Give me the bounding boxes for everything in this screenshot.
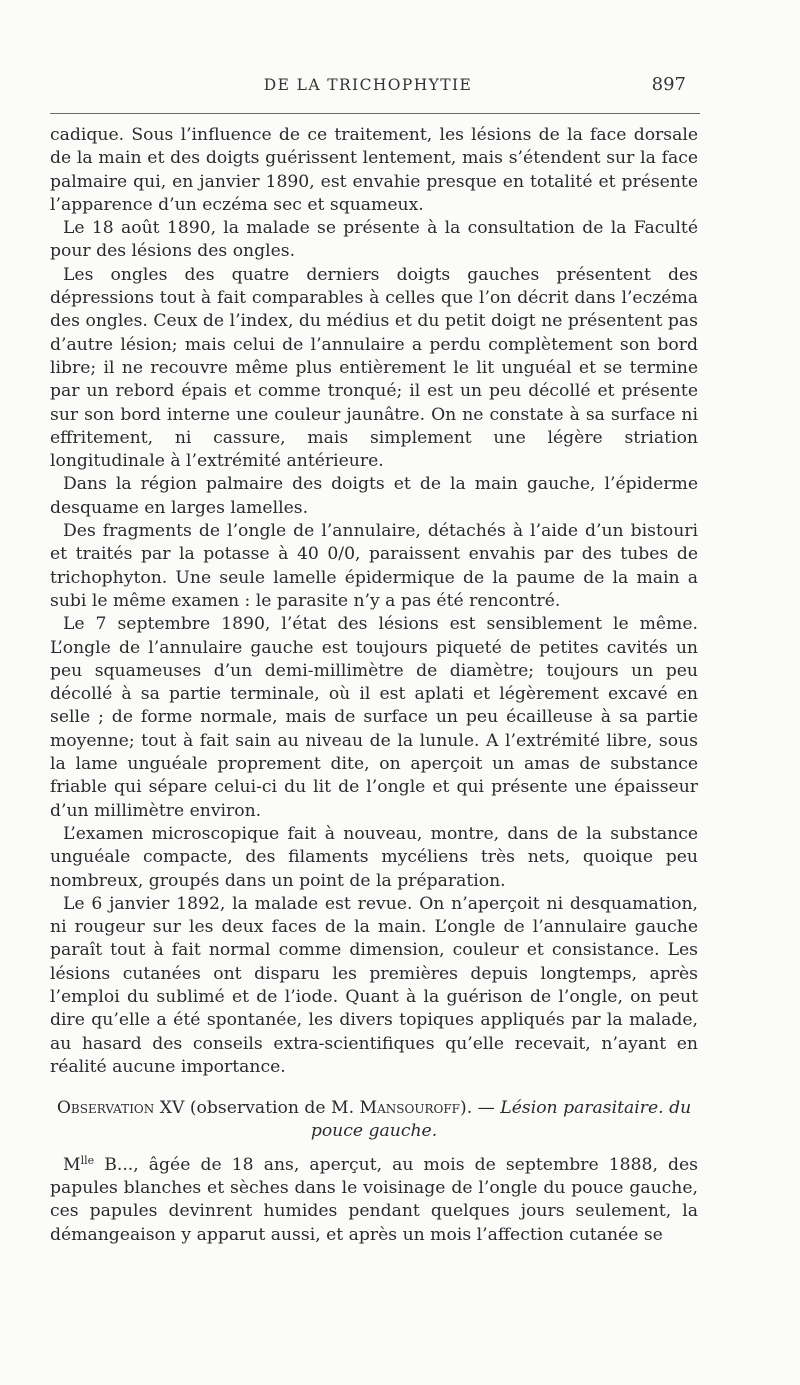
- page-number: 897: [651, 74, 686, 95]
- paragraph-9-text: B..., âgée de 18 ans, aperçut, au mois de septembre 1888, des papules blanches et sèches dans le voisinage de l’ongle du pouce gauche, ces papules devinrent humides pendant quelques jours seulement, la démangeaison y apparut aussi, et après un mois l’affection cutanée se: [50, 1154, 698, 1245]
- paragraph-9-prefix: M: [63, 1154, 81, 1175]
- observation-dash: ). —: [460, 1098, 501, 1119]
- body-text: [50, 124, 698, 1247]
- observation-title: Lésion parasitaire. du pouce gauche.: [310, 1098, 692, 1142]
- running-title: DE LA TRICHOPHYTIE: [263, 76, 473, 94]
- paragraph-1: cadique. Sous l’influence de ce traitement, les lésions de la face dorsale de la main et des doigts guérissent lentement, mais s’étendent sur la face palmaire qui, en janvier 1890, est envahie presque en totalité et présente l’apparence d’un eczéma sec et squameux.: [50, 125, 698, 215]
- paragraph-9: [50, 1154, 698, 1247]
- paragraph-9-superscript: lle: [80, 1153, 95, 1167]
- paragraph-8: Le 6 janvier 1892, la malade est revue. On n’aperçoit ni desquamation, ni rougeur sur les deux faces de la main. L’ongle de l’annulaire gauche paraît tout à fait normal comme dimension, couleur et consistance. Les lésions cutanées ont disparu les premières depuis longtemps, après l’emploi du sublimé et de l’iode. Quant à la guérison de l’ongle, on peut dire qu’elle a été spontanée, les divers topiques appliqués par la malade, au hasard des conseils extra-scientifiques qu’elle recevait, n’ayant en réalité aucune importance.: [50, 893, 698, 1077]
- observation-heading: [50, 1097, 698, 1144]
- observation-author: M. Mansouroff: [331, 1098, 460, 1119]
- observation-label: Observation XV: [56, 1098, 185, 1119]
- paragraph-4: Dans la région palmaire des doigts et de la main gauche, l’épiderme desquame en larges lamelles.: [50, 474, 698, 518]
- paragraph-7: L’examen microscopique fait à nouveau, montre, dans de la substance unguéale compacte, des filaments mycéliens très nets, quoique peu nombreux, groupés dans un point de la préparation.: [50, 823, 698, 891]
- running-head: [50, 76, 686, 100]
- paragraph-6: Le 7 septembre 1890, l’état des lésions est sensiblement le même. L’ongle de l’annulaire gauche est toujours piqueté de petites cavités un peu squameuses d’un demi-millimètre de diamètre; toujours un peu décollé à sa partie terminale, où il est aplati et légèrement excavé en selle ; de forme normale, mais de surface un peu écailleuse à sa partie moyenne; tout à fait sain au niveau de la lunule. A l’extrémité libre, sous la lame unguéale proprement dite, on aperçoit un amas de substance friable qui sépare celui-ci du lit de l’ongle et qui présente une épaisseur d’un millimètre environ.: [50, 614, 698, 821]
- paragraph-5: Des fragments de l’ongle de l’annulaire, détachés à l’aide d’un bistouri et traités par la potasse à 40 0/0, paraissent envahis par des tubes de trichophyton. Une seule lamelle épidermique de la paume de la main a subi le même examen : le parasite n’y a pas été rencontré.: [50, 521, 698, 611]
- paragraph-2: Le 18 août 1890, la malade se présente à la consultation de la Faculté pour des lésions des ongles.: [50, 218, 698, 262]
- observation-source: (observation de: [184, 1098, 331, 1119]
- header-rule: [50, 113, 700, 114]
- paragraph-3: Les ongles des quatre derniers doigts gauches présentent des dépressions tout à fait comparables à celles que l’on décrit dans l’eczéma des ongles. Ceux de l’index, du médius et du petit doigt ne présentent pas d’autre lésion; mais celui de l’annulaire a perdu complètement son bord libre; il ne recouvre même plus entièrement le lit unguéal et se termine par un rebord épais et comme tronqué; il est un peu décollé et présente sur son bord interne une couleur jaunâtre. On ne constate à sa surface ni effritement, ni cassure, mais simplement une légère striation longitudinale à l’extrémité antérieure.: [50, 264, 698, 472]
